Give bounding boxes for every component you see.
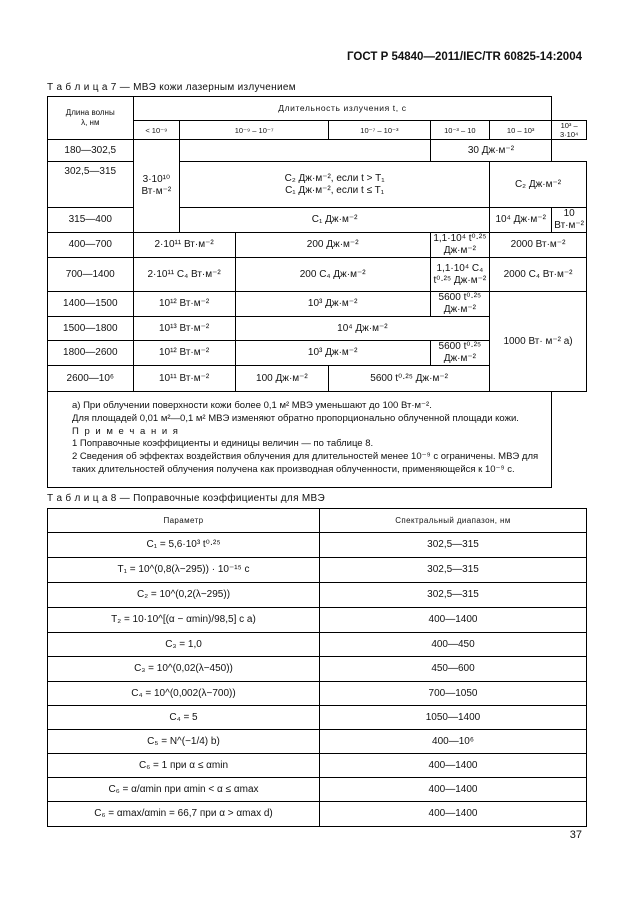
wavelength-cell: 1800—2600 — [48, 341, 134, 366]
value-cell: C₂ Дж·м⁻² — [490, 162, 587, 208]
range-cell: 400—450 — [320, 633, 587, 657]
table-row — [48, 706, 587, 730]
table-row — [48, 754, 587, 778]
range-cell: 700—1050 — [320, 682, 587, 706]
range-cell: 400—10⁶ — [320, 730, 587, 754]
value-cell: 2·10¹¹ Вт·м⁻² — [133, 233, 235, 258]
page-number: 37 — [569, 829, 582, 841]
table7 — [47, 96, 587, 488]
value-cell: 10⁴ Дж·м⁻² — [235, 317, 489, 341]
table-row — [48, 258, 587, 292]
parameter-cell: C₁ = 5,6·10³ t⁰·²⁵ — [48, 533, 320, 558]
table7-header-row — [48, 97, 587, 121]
value-cell: 5600 t⁰·²⁵ Дж·м⁻² — [430, 292, 489, 317]
wavelength-header-line1: Длина волны — [65, 108, 115, 118]
range-cell: 302,5—315 — [320, 583, 587, 608]
value-cell: 200 Дж·м⁻² — [235, 233, 430, 258]
wavelength-cell: 2600—10⁶ — [48, 366, 134, 392]
parameter-cell: C₆ = α/αmin при αmin < α ≤ αmax — [48, 778, 320, 802]
range-cell: 302,5—315 — [320, 533, 587, 558]
value-cell: 2000 Вт·м⁻² — [490, 233, 587, 258]
table-row — [48, 233, 587, 258]
parameter-cell: C₃ = 1,0 — [48, 633, 320, 657]
value-cell: 10³ Дж·м⁻² — [235, 292, 430, 317]
value-cell: 5600 t⁰·²⁵ Дж·м⁻² — [329, 366, 490, 392]
value-cell: 10¹¹ Вт·м⁻² — [133, 366, 235, 392]
wavelength-cell: 302,5—315 — [48, 162, 134, 208]
footnote-a-continued: Для площадей 0,01 м²—0,1 м² МВЭ изменяют обратно пропорционально облученной площади кожи. — [72, 412, 519, 424]
value-cell: 10⁴ Дж·м⁻² — [490, 208, 552, 233]
parameter-cell: C₄ = 5 — [48, 706, 320, 730]
value-cell: 3·10¹⁰ Вт·м⁻² — [133, 140, 180, 233]
empty-cell — [180, 140, 431, 162]
table-row — [48, 558, 587, 583]
value-cell: 100 Дж·м⁻² — [235, 366, 328, 392]
value-cell: 1,1·10⁴ t⁰·²⁵ Дж·м⁻² — [430, 233, 489, 258]
table7-caption: Т а б л и ц а 7 — МВЭ кожи лазерным излучением — [47, 82, 296, 93]
value-cell: 10¹³ Вт·м⁻² — [133, 317, 235, 341]
value-line: C₂ Дж·м⁻², если t > T₁ — [284, 172, 385, 184]
wavelength-cell: 700—1400 — [48, 258, 134, 292]
parameter-cell: C₅ = N^(−1/4) b) — [48, 730, 320, 754]
duration-col: 10⁻³ – 10 — [430, 121, 489, 140]
parameter-cell: C₄ = 10^(0,002(λ−700)) — [48, 682, 320, 706]
table-row — [48, 657, 587, 682]
range-cell: 400—1400 — [320, 778, 587, 802]
table-row — [48, 583, 587, 608]
wavelength-cell: 1500—1800 — [48, 317, 134, 341]
document-header: ГОСТ Р 54840—2011/IEC/TR 60825-14:2004 — [347, 51, 582, 63]
column-header-parameter: Параметр — [48, 509, 320, 533]
duration-header: Длительность излучения t, с — [133, 97, 552, 121]
range-cell: 1050—1400 — [320, 706, 587, 730]
table8-header-row — [48, 509, 587, 533]
parameter-cell: C₆ = αmax/αmin = 66,7 при α > αmax d) — [48, 802, 320, 827]
parameter-cell: T₁ = 10^(0,8(λ−295)) · 10⁻¹⁵ с — [48, 558, 320, 583]
table8 — [47, 508, 587, 827]
parameter-cell: T₂ = 10·10^[(α − αmin)/98,5] с а) — [48, 608, 320, 633]
wavelength-cell: 180—302,5 — [48, 140, 134, 162]
range-cell: 400—1400 — [320, 754, 587, 778]
wavelength-cell: 1400—1500 — [48, 292, 134, 317]
table-row — [48, 608, 587, 633]
table-row — [48, 292, 587, 317]
range-cell: 400—1400 — [320, 608, 587, 633]
value-cell: 2000 C₄ Вт·м⁻² — [490, 258, 587, 292]
table8-body — [48, 533, 587, 827]
table-row — [48, 533, 587, 558]
wavelength-cell: 315—400 — [48, 208, 134, 233]
value-cell: 30 Дж·м⁻² — [430, 140, 552, 162]
duration-col: 10³ – 3·10⁴ — [552, 121, 587, 140]
table8-caption: Т а б л и ц а 8 — Поправочные коэффициенты для МВЭ — [47, 493, 325, 504]
range-cell: 400—1400 — [320, 802, 587, 827]
value-cell: 200 C₄ Дж·м⁻² — [235, 258, 430, 292]
wavelength-header-line2: λ, нм — [81, 118, 100, 127]
table-row — [48, 140, 587, 162]
range-cell: 302,5—315 — [320, 558, 587, 583]
wavelength-cell: 400—700 — [48, 233, 134, 258]
value-cell: 10¹² Вт·м⁻² — [133, 292, 235, 317]
parameter-cell: C₃ = 10^(0,02(λ−450)) — [48, 657, 320, 682]
value-cell: 10 Вт·м⁻² — [552, 208, 587, 233]
duration-col: < 10⁻⁹ — [133, 121, 180, 140]
duration-col: 10⁻⁹ – 10⁻⁷ — [180, 121, 329, 140]
value-cell: 5600 t⁰·²⁵ Дж·м⁻² — [430, 341, 489, 366]
value-cell: 1,1·10⁴ C₄ t⁰·²⁵ Дж·м⁻² — [430, 258, 489, 292]
note-2: 2 Сведения об эффектах воздействия облучения для длительностей менее 10⁻⁹ с ограничены. МВЭ для таких длительностей облучения получена как производная облученности, применяющейся к 10⁻⁹ с. — [72, 451, 539, 476]
parameter-cell: C₂ = 10^(0,2(λ−295)) — [48, 583, 320, 608]
value-cell: 1000 Вт· м⁻² а) — [490, 292, 587, 392]
value-cell — [180, 162, 490, 208]
column-header-range: Спектральный диапазон, нм — [320, 509, 587, 533]
table7-notes — [48, 392, 552, 488]
wavelength-header — [48, 97, 134, 140]
value-cell: 10³ Дж·м⁻² — [235, 341, 430, 366]
table-row — [48, 778, 587, 802]
value-line: C₁ Дж·м⁻², если t ≤ T₁ — [285, 184, 385, 196]
table-row — [48, 802, 587, 827]
footnote-a: а) При облучении поверхности кожи более 0,1 м² МВЭ уменьшают до 100 Вт·м⁻². — [72, 400, 432, 411]
table-row — [48, 633, 587, 657]
notes-title: П р и м е ч а н и я — [72, 425, 180, 437]
table-row — [48, 682, 587, 706]
range-cell: 450—600 — [320, 657, 587, 682]
table-row — [48, 162, 587, 208]
value-cell: 10¹² Вт·м⁻² — [133, 341, 235, 366]
notes-row — [48, 392, 587, 488]
duration-col: 10⁻⁷ – 10⁻³ — [329, 121, 431, 140]
note-1: 1 Поправочные коэффициенты и единицы величин — по таблице 8. — [72, 438, 374, 450]
duration-col: 10 – 10³ — [490, 121, 552, 140]
parameter-cell: C₆ = 1 при α ≤ αmin — [48, 754, 320, 778]
value-cell: 2·10¹¹ C₄ Вт·м⁻² — [133, 258, 235, 292]
table-row — [48, 730, 587, 754]
table-row — [48, 208, 587, 233]
value-cell: C₁ Дж·м⁻² — [180, 208, 490, 233]
